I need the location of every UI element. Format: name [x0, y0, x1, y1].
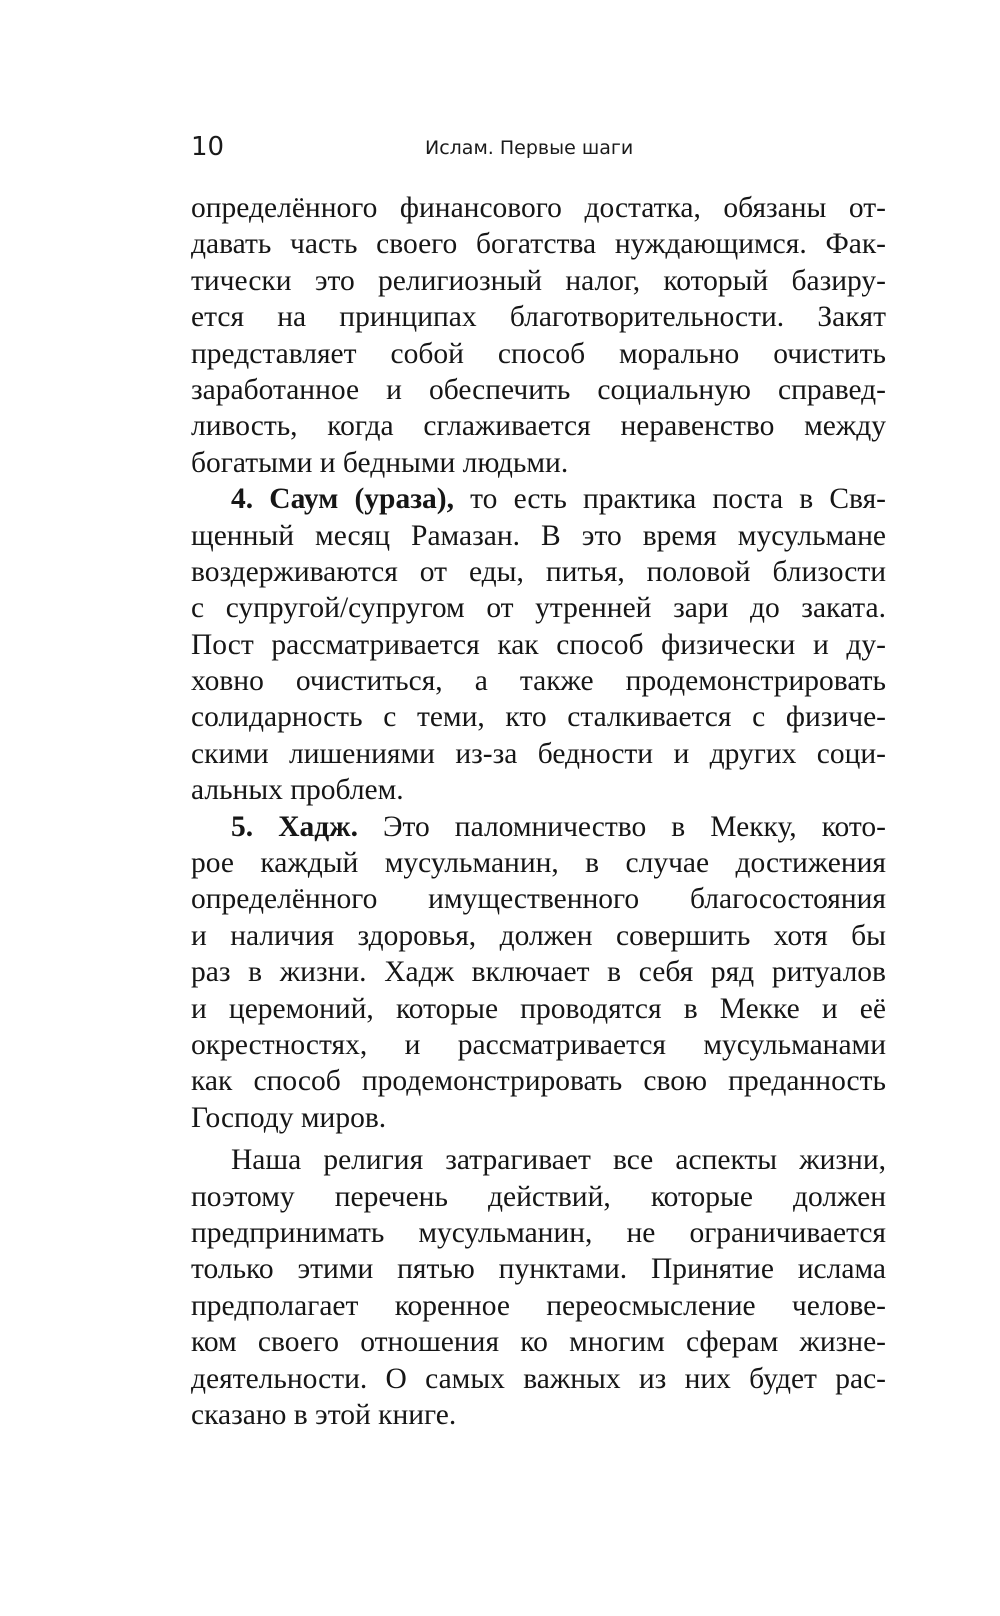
text-line: сказано в этой книге. [191, 1398, 457, 1431]
text-line: с супругой/супругом от утренней зари до заката. [191, 592, 886, 625]
text-line: рое каждый мусульманин, в случае достижения [191, 847, 886, 880]
text-line: и церемоний, которые проводятся в Мекке и её [191, 992, 886, 1025]
text-line: и наличия здоровья, должен совершить хотя бы [191, 919, 886, 952]
text-line: скими лишениями из-за бедности и других соци- [191, 737, 886, 770]
text-line: богатыми и бедными людьми. [191, 446, 569, 479]
text-line: окрестностях, и рассматривается мусульманами [191, 1028, 886, 1061]
text-fragment: Это паломничество в Мекку, кото- [357, 810, 886, 843]
list-item-heading-saum: 4. Саум (ураза), [231, 483, 454, 516]
text-fragment: то есть практика поста в Свя- [454, 483, 886, 516]
body-text [191, 190, 886, 1433]
paragraph-lead-hajj [191, 809, 886, 845]
running-title: Ислам. Первые шаги [425, 137, 634, 159]
text-line: деятельности. О самых важных из них будет рас- [191, 1362, 886, 1395]
text-line: ком своего отношения ко многим сферам жизне- [191, 1326, 886, 1359]
text-line: определённого финансового достатка, обязаны от- [191, 192, 886, 224]
text-line: поэтому перечень действий, которые должен [191, 1180, 886, 1213]
text-line: давать часть своего богатства нуждающимся. Фак- [191, 228, 886, 261]
text-line: тически это религиозный налог, который базиру- [191, 264, 886, 297]
text-line: альных проблем. [191, 774, 404, 807]
text-line: представляет собой способ морально очистить [191, 337, 886, 370]
paragraph-lead-saum [191, 481, 886, 517]
text-line: заработанное и обеспечить социальную справед- [191, 373, 886, 406]
list-item-heading-hajj: 5. Хадж. [231, 810, 358, 843]
text-line: ется на принципах благотворительности. Закят [191, 301, 886, 334]
text-line: ливость, когда сглаживается неравенство между [191, 410, 886, 443]
text-line: предпринимать мусульманин, не ограничивается [191, 1216, 886, 1249]
text-line: солидарность с теми, кто сталкивается с физиче- [191, 701, 886, 734]
text-line: Господу миров. [191, 1101, 387, 1134]
text-line: раз в жизни. Хадж включает в себя ряд ритуалов [191, 956, 886, 989]
page-header [191, 130, 634, 170]
page-number: 10 [191, 132, 225, 162]
text-line: Пост рассматривается как способ физически и ду- [191, 628, 886, 661]
text-line: определённого имущественного благосостояния [191, 883, 886, 916]
text-line: предполагает коренное переосмысление челове- [191, 1289, 886, 1322]
text-line: Наша религия затрагивает все аспекты жизни, [231, 1144, 886, 1177]
text-line: только этими пятью пунктами. Принятие ислама [191, 1253, 886, 1286]
text-line: воздерживаются от еды, питья, половой близости [191, 555, 886, 588]
text-line: щенный месяц Рамазан. В это время мусульмане [191, 519, 886, 552]
text-line: как способ продемонстрировать свою преданность [191, 1065, 886, 1098]
text-line: ховно очиститься, а также продемонстрировать [191, 665, 886, 698]
